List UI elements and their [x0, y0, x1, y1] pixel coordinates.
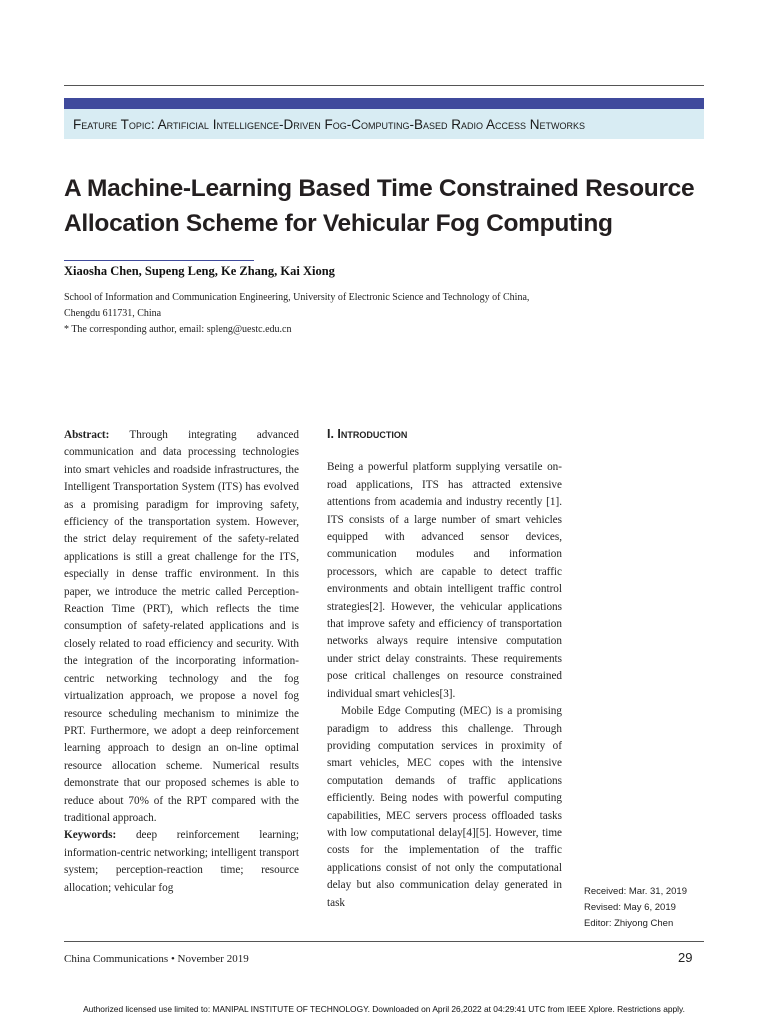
topic-band: [64, 98, 704, 109]
license-notice: Authorized licensed use limited to: MANIPAL INSTITUTE OF TECHNOLOGY. Downloaded on April 26,2022 at 04:29:41 UTC from IEEE Xplore. Restrictions apply.: [83, 1004, 685, 1014]
intro-paragraph-1: Being a powerful platform supplying versatile on-road applications, ITS has attracted extensive attentions from academia and industry recently [1]. ITS consists of a large number of smart vehicles equipped with advanced sensor devices, communication modules and information processors, which are capable to detect traffic environments and obtain intelligent traffic control strategies[2]. However, the vehicular applications that improve safety and efficiency of transportation networks always require intensive computation under strict delay constraints. These requirements pose critical challenges on resource constrained individual smart vehicles[3].: [327, 461, 562, 700]
publication-dates: [584, 884, 687, 932]
keywords-text: deep reinforcement learning; information-centric networking; intelligent transport system; perception-reaction time; resource allocation; vehicular fog: [64, 829, 300, 894]
received-date: Received: Mar. 31, 2019: [584, 886, 687, 897]
intro-paragraph-2: Mobile Edge Computing (MEC) is a promising paradigm to address this challenge. Through providing computation services in proximity of smart vehicles, MEC copes with the intensive computation demands of traffic applications efficiently. Being nodes with powerful computing capabilities, MEC servers process offloaded tasks with low computational delay[4][5]. However, time costs for the implementation of the traffic applications consist of not only the computational delay but also communication delay generated in task: [327, 705, 562, 909]
feature-topic-banner: [64, 109, 704, 139]
revised-date: Revised: May 6, 2019: [584, 902, 676, 913]
feature-topic: Feature Topic: Artificial Intelligence-Driven Fog-Computing-Based Radio Access Networks: [73, 116, 585, 132]
affiliation-line: Chengdu 611731, China: [64, 308, 162, 319]
affiliation-line: School of Information and Communication Engineering, University of Electronic Science and Technology of China,: [64, 292, 530, 303]
introduction-column: [327, 426, 562, 912]
editor: Editor: Zhiyong Chen: [584, 918, 674, 929]
introduction-heading: I. Introduction: [327, 427, 408, 441]
abstract-text: Through integrating advanced communication and data processing technologies into smart vehicles and roadside infrastructures, the Intelligent Transportation System (ITS) has evolved as a promising paradigm for improving safety, efficiency of the transportation system. However, the strict delay requirement of the safety-related applications is still a great challenge for the ITS, especially in dense traffic environment. In this paper, we introduce the metric called Perception-Reaction Time (PRT), which reflects the time consumption of safety-related applications and is closely related to road efficiency and security. With the integration of the incorporating information-centric networking technology and the fog virtualization approach, we propose a novel fog resource scheduling mechanism to minimize the PRT. Furthermore, we adopt a deep reinforcement learning approach to design an on-line optimal resource allocation scheme. Numerical results demonstrate that our proposed schemes is able to reduce about 70% of the RPT compared with the traditional approach.: [64, 429, 299, 824]
corresponding-author: * The corresponding author, email: spleng@uestc.edu.cn: [64, 324, 292, 335]
bottom-rule: [64, 941, 704, 942]
affiliation: [64, 290, 529, 338]
keywords: [64, 827, 299, 897]
top-rule: [64, 85, 704, 86]
abstract: [64, 427, 299, 827]
title-line-2: Allocation Scheme for Vehicular Fog Computing: [64, 210, 613, 237]
abstract-column: [64, 427, 299, 897]
abstract-label: Abstract:: [64, 429, 110, 441]
title-underline: [64, 260, 254, 261]
page-number: 29: [678, 950, 693, 965]
paper-title: [64, 171, 724, 241]
title-line-1: A Machine-Learning Based Time Constrained Resource: [64, 175, 695, 202]
journal-footer: China Communications • November 2019: [64, 953, 249, 965]
keywords-label: Keywords:: [64, 829, 117, 842]
authors: Xiaosha Chen, Supeng Leng, Ke Zhang, Kai Xiong: [64, 264, 335, 278]
